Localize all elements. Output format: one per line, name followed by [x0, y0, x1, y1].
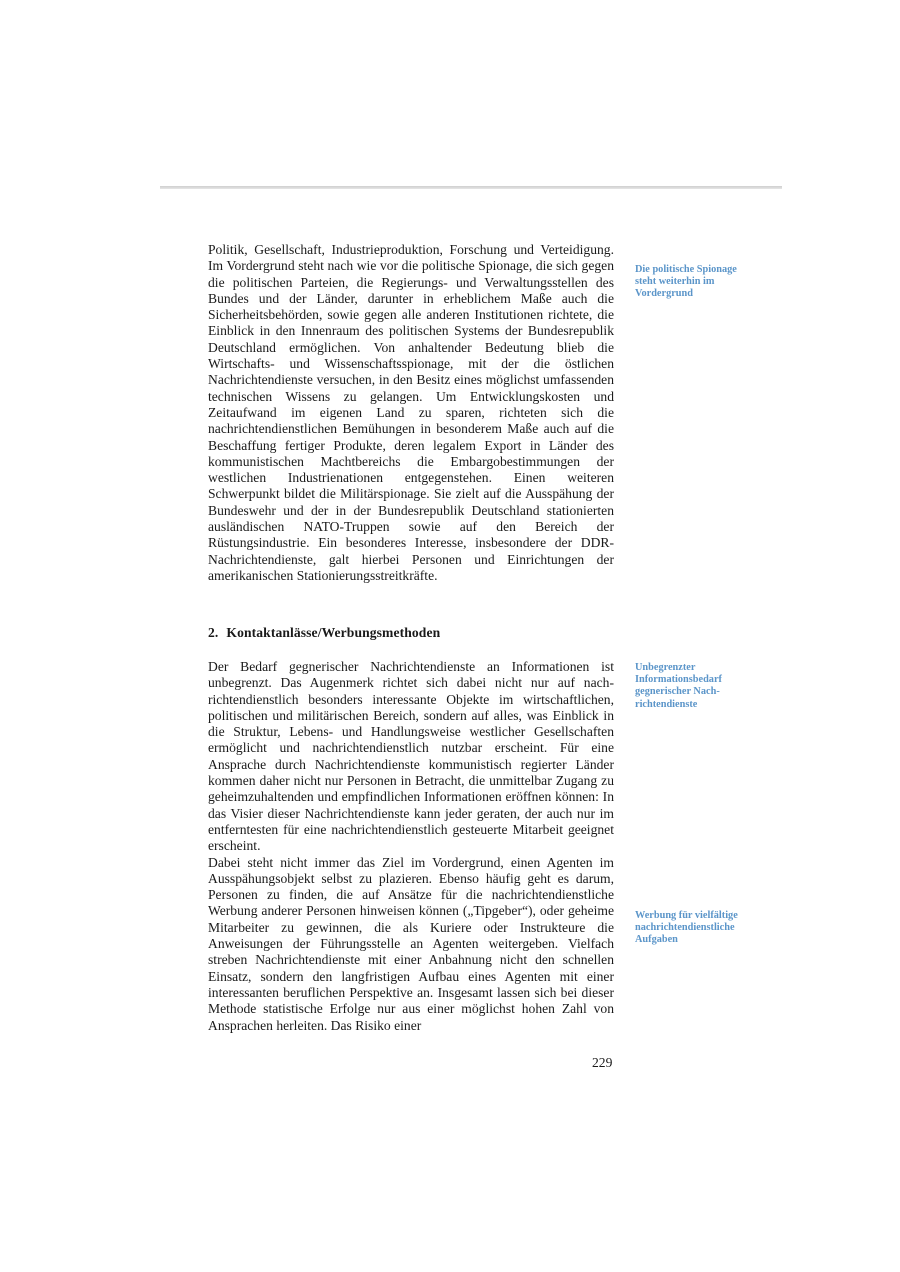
paragraph: Politik, Gesellschaft, Industrieproduktion, Forschung und Verteidigung. Im Vordergrund steht nach wie vor die politische Spionage, die sich gegen die politischen Parteien, die Regierungs- und Verwaltungsstellen des Bundes und der Länder, darunter in erheblichem Maße auch die Sicherheitsbehörden, sowie gegen alle anderen Institutionen richtete, die Einblick in den Innenraum des politischen Systems der Bundesrepublik Deutschland ermöglichen. Von anhaltender Bedeutung blieb die Wirtschafts- und Wissenschaftsspionage, mit der die östlichen Nachrichtendienste versuchen, in den Besitz eines möglichst umfassenden technischen Wissens zu gelangen. Um Entwicklungskosten und Zeitaufwand im eigenen Land zu sparen, richteten sich die nachrichtendienstlichen Bemühungen in besonderem Maße auch auf die Beschaffung fertiger Produkte, deren legalem Export in Länder des kommunistischen Machtbereichs die Embargobestimmungen der westlichen Industrienationen entgegenstehen. Einen weiteren Schwerpunkt bildet die Militärspionage. Sie zielt auf die Ausspähung der Bundeswehr und der in der Bundesrepublik Deutschland stationierten ausländischen NATO-Truppen sowie auf den Bereich der Rüstungsindustrie. Ein besonderes Interesse, insbesondere der DDR-Nachrichtendienste, galt hierbei Personen und Einrichtungen der amerikanischen Stationierungsstreitkräfte.: [208, 242, 614, 583]
paragraph: Der Bedarf gegnerischer Nachrichtendienste an Informationen ist unbegrenzt. Das Augenmerk richtet sich dabei nicht nur auf nachrichtendienstlich besonders interessante Objekte im wirtschaftlichen, politischen und militärischen Bereich, sondern auf alles, was Einblick in die Struktur, Lebens- und Handlungsweise westlicher Gesellschaften ermöglicht und nachrichtendienstlich nutzbar erscheint. Für eine Ansprache durch Nachrichtendienste kommunistisch regierter Länder kommen daher nicht nur Personen in Betracht, die unmittelbar Zugang zu geheimzuhaltenden und empfindlichen Informationen eröffnen können: In das Visier dieser Nachrichtendienste kann jeder geraten, der auch nur im entferntesten für eine nachrichtendienstlich gesteuerte Mitarbeit geeignet erscheint.: [208, 659, 614, 854]
text-block-section: [208, 659, 614, 1034]
section-number: 2.: [208, 625, 219, 640]
header-rule: [160, 186, 782, 189]
section-heading: [208, 625, 440, 641]
margin-note: Die politische Spionage steht weiterhin im Vordergrund: [635, 264, 737, 300]
margin-note: Werbung für vielfältige nachrichtendienstliche Aufgaben: [635, 910, 738, 946]
margin-note: Unbegrenzter Informationsbedarf gegnerischer Nachrichtendienste: [635, 662, 722, 710]
section-title: Kontaktanlässe/Werbungsmethoden: [226, 625, 441, 640]
paragraph: Dabei steht nicht immer das Ziel im Vordergrund, einen Agenten im Ausspähungsobjekt selbst zu plazieren. Ebenso häufig geht es darum, Personen zu finden, die auf Ansätze für die nachrichtendienstliche Werbung anderer Personen hinweisen können („Tipgeber“), oder geheime Mitarbeiter zu gewinnen, die als Kuriere oder Instrukteure die Anweisungen der Führungsstelle an Agenten weitergeben. Vielfach streben Nachrichtendienste mit einer Anbahnung nicht den schnellen Einsatz, sondern den langfristigen Aufbau eines Agenten mit einer interessanten beruflichen Perspektive an. Insgesamt lassen sich bei dieser Methode statistische Erfolge nur aus einer möglichst hohen Zahl von Ansprachen herleiten. Das Risiko einer: [208, 854, 614, 1033]
text-block-intro: [208, 242, 614, 584]
page-number: 229: [592, 1055, 613, 1070]
